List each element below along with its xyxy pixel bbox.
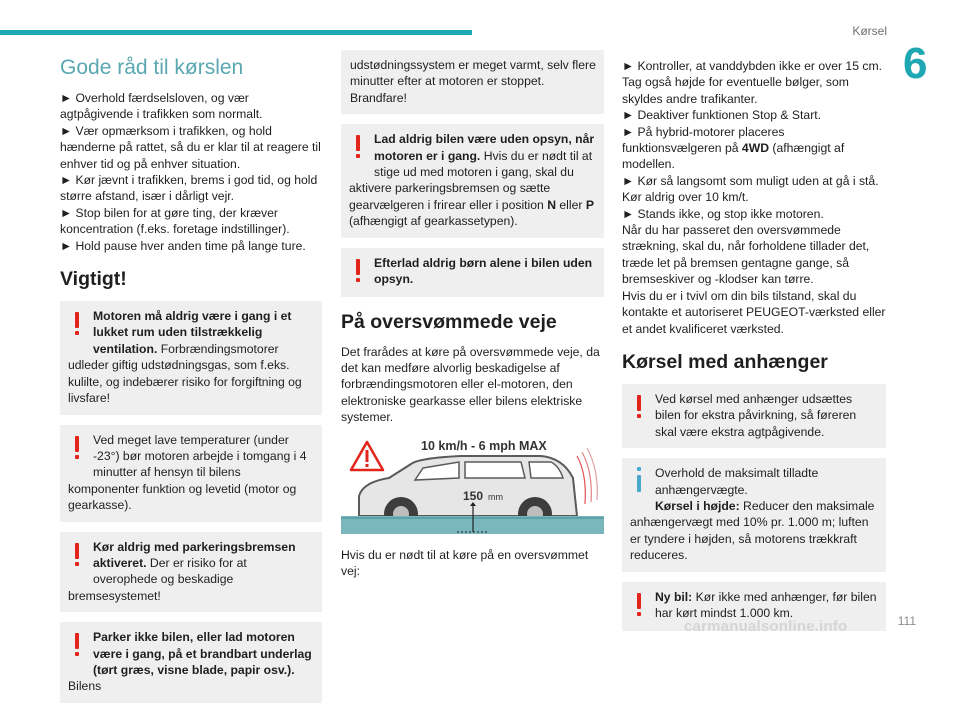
- column-2: [341, 50, 604, 580]
- warning-bold: Kør aldrig med parkeringsbremsen aktiveret.: [93, 539, 296, 570]
- flood-step-3-text: ► På hybrid-motorer placeres funktionsvælgeren på: [622, 124, 785, 156]
- warning-icon: [349, 255, 371, 289]
- flooded-road-illustration: [341, 434, 604, 534]
- warning-bold: Efterlad aldrig børn alene i bilen uden opsyn.: [374, 255, 593, 287]
- flood-step-4: ► Kør så langsomt som muligt uden at gå i stå. Kør aldrig over 10 km/t.: [622, 173, 879, 205]
- warning-icon: [630, 391, 652, 425]
- flood-step-2: ► Deaktiver funktionen Stop & Start.: [622, 108, 822, 123]
- warning-text: Ved meget lave temperaturer (under -23°) bør motoren arbejde i tomgang i 4 minutter af hensyn til bilens komponenter funktion og levetid (motor og gearkasse).: [68, 432, 307, 513]
- warning-text: (afhængigt af gearkassetypen).: [349, 214, 518, 229]
- warning-bold: Motoren må aldrig være i gang i et lukket rum uden tilstrækkelig ventilation.: [93, 309, 292, 356]
- warning-continued: [341, 50, 604, 114]
- trailer-heading: Kørsel med anhænger: [622, 350, 828, 373]
- warning-flammable-surface: [60, 622, 322, 703]
- flood-step-1: ► Kontroller, at vanddybden ikke er over 15 cm. Tag også højde for eventuelle bølger, som skyldes andre trafikanter.: [622, 59, 883, 106]
- info-text: Reducer den maksimale anhængervægt med 10% pr. 1.000 m; luften er tyndere i højden, så motorens trækkraft reduceres.: [630, 498, 875, 563]
- warning-icon: [68, 308, 90, 342]
- info-text: Overhold de maksimalt tilladte anhængervægte.: [655, 466, 819, 497]
- warning-icon: [68, 539, 90, 573]
- warning-text: Hvis du er nødt til at stige ud med motoren i gang, skal du aktivere parkeringsbremsen og sætte gearvælgeren i friгear eller i position: [349, 148, 593, 212]
- warning-text: eller: [556, 197, 586, 212]
- flooded-roads-text: Det frarådes at køre på oversvømmede veje, da det kan medføre alvorlig beskadigelse af forbrændingsmotoren eller el-motoren, den elektroniske gearkasse eller bilens elektriske systemer.: [341, 344, 600, 425]
- section-color-bar: [0, 30, 472, 35]
- warning-text: Forbrændingsmotorer udleder giftig udstødningsgas, som f.eks. kulilte, og indebærer risiko for forgiftning og livsfare!: [68, 341, 302, 406]
- flooded-roads-heading: På oversvømmede veje: [341, 310, 557, 333]
- info-trailer-weight: [622, 458, 886, 571]
- doubt-text: Hvis du er i tvivl om din bils tilstand, skal du kontakte et autoriseret PEUGEOT-værksted eller et andet kvalificeret værksted.: [622, 288, 886, 336]
- driving-tips-title: Gode råd til kørslen: [60, 56, 244, 79]
- page-number: 111: [897, 614, 916, 628]
- tip-1: ► Overhold færdselsloven, og vær agtpågivende i trafikken som normalt.: [60, 91, 263, 122]
- column-1: [60, 50, 322, 713]
- warning-text: Ved kørsel med anhænger udsættes bilen for ekstra påvirkning, så føreren skal være ekstra agtpågivende.: [655, 391, 857, 439]
- warning-text: Bilens: [68, 679, 102, 694]
- warning-icon: [68, 432, 90, 466]
- tip-2: ► Vær opmærksom i trafikken, og hold hænderne på rattet, så du er klar til at reagere til enhver tid og på enhver situation.: [60, 123, 321, 171]
- warning-text: udstødningssystem er meget varmt, selv flere minutter efter at motoren er stoppet. Brandfare!: [350, 58, 596, 105]
- max-speed-label: 10 km/h - 6 mph MAX: [421, 438, 547, 453]
- flooded-roads-steps-intro: Hvis du er nødt til at køre på en oversvømmet vej:: [341, 547, 589, 579]
- column-3: [622, 50, 886, 641]
- flood-step-3-text: (afhængigt af modellen.: [622, 141, 845, 172]
- depth-unit: mm: [488, 491, 503, 502]
- flood-step-5: ► Stands ikke, og stop ikke motoren.: [622, 206, 824, 221]
- gear-p: P: [585, 197, 594, 212]
- tip-3: ► Kør jævnt i trafikken, brems i god tid, og hold større afstand, især i dårligt vejr.: [60, 173, 318, 204]
- chapter-number: 6: [903, 39, 928, 88]
- warning-low-temperature: [60, 425, 322, 522]
- flood-step-3: [622, 124, 886, 173]
- warning-trailer: [622, 384, 886, 448]
- warning-children: [341, 248, 604, 297]
- warning-ventilation: [60, 301, 322, 414]
- warning-unattended-vehicle: [341, 124, 604, 237]
- tip-5: ► Hold pause hver anden time på lange ture.: [60, 238, 306, 253]
- warning-icon: [68, 629, 90, 663]
- warning-icon: [349, 131, 371, 165]
- after-flood-text: Når du har passeret den oversvømmede strækning, skal du, når forholdene tillader det, træde let på bremsen gentagne gange, så bremseskiver og -klodser kan tørre.: [622, 223, 870, 287]
- warning-bold: Lad aldrig bilen være uden opsyn, når motoren er i gang.: [374, 132, 595, 163]
- important-heading: Vigtigt!: [60, 268, 127, 291]
- tip-4: ► Stop bilen for at gøre ting, der kræver koncentration (f.eks. foretage indstillinger).: [60, 205, 290, 237]
- warning-bold: Ny bil:: [655, 589, 693, 604]
- depth-value: 150: [463, 488, 484, 503]
- gear-n: N: [547, 197, 556, 212]
- info-bold: Kørsel i højde:: [655, 498, 740, 513]
- warning-bold: Parker ikke bilen, eller lad motoren være i gang, på et brandbart underlag (tørt græs, visne blade, papir osv.).: [93, 630, 312, 677]
- mode-4wd: 4WD: [741, 141, 770, 156]
- section-title: Kørsel: [852, 24, 887, 38]
- warning-text: Kør ikke med anhænger, før bilen har kørt mindst 1.000 km.: [655, 589, 877, 620]
- info-icon: [630, 465, 652, 499]
- warning-text: Der er risiko for at overophede og beskadige bremsesystemet!: [68, 555, 247, 603]
- watermark: carmanualsonline.info: [684, 618, 848, 635]
- warning-icon: [630, 589, 652, 623]
- warning-parking-brake: [60, 532, 322, 613]
